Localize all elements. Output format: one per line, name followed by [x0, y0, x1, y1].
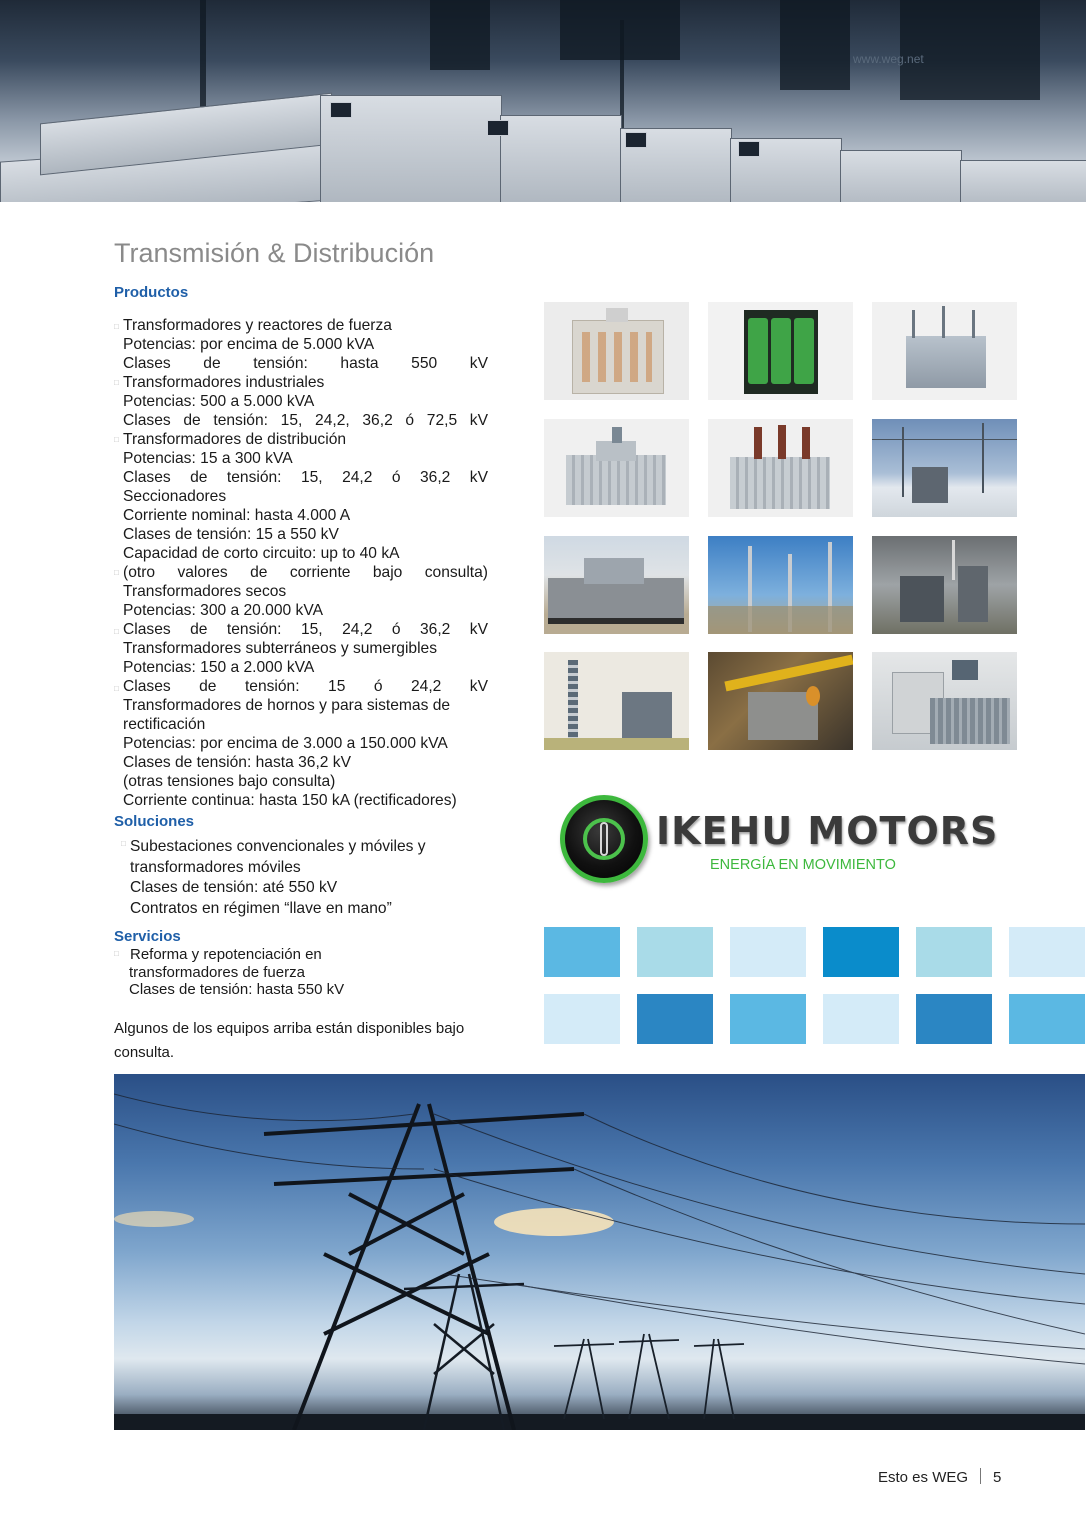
product-line: Potencias: 15 a 300 kVA	[123, 450, 293, 467]
product-line: Potencias: por encima de 5.000 kVA	[123, 336, 375, 353]
product-line: Transformadores de hornos y para sistemas de	[123, 697, 451, 714]
product-line: (otras tensiones bajo consulta)	[123, 773, 336, 790]
product-line: Corriente continua: hasta 150 kA (rectificadores)	[123, 792, 457, 809]
color-tile	[544, 927, 620, 977]
product-line: Clases de tensión: 15 a 550 kV	[123, 526, 339, 543]
product-line: Potencias: por encima de 3.000 a 150.000 kVA	[123, 735, 448, 752]
color-tile	[730, 927, 806, 977]
bullet-marker: □	[114, 568, 119, 577]
company-logo	[558, 795, 999, 887]
product-photo-mobile-substation	[544, 536, 689, 634]
product-photo-substation-equipment	[872, 536, 1017, 634]
product-line: Clases de tensión: 15, 24,2 ó 36,2 kV	[123, 621, 488, 638]
product-photo-dry-transformer	[708, 302, 853, 400]
product-line: Clases de tensión: 15, 24,2 ó 36,2 kV	[123, 469, 488, 486]
bullet-marker: □	[114, 322, 119, 331]
banner-url: www.weg.net	[853, 52, 924, 66]
service-line: transformadores de fuerza	[129, 963, 305, 981]
service-line: Reforma y repotenciación en	[130, 946, 322, 963]
product-line: Transformadores secos	[123, 583, 287, 600]
logo-emblem-icon	[560, 795, 648, 883]
color-tile	[544, 994, 620, 1044]
product-line: Potencias: 500 a 5.000 kVA	[123, 393, 315, 410]
services-list	[129, 946, 499, 999]
solution-line: transformadores móviles	[130, 858, 301, 876]
color-tile	[916, 927, 992, 977]
color-tile	[916, 994, 992, 1044]
product-photo-distribution-transformer	[544, 419, 689, 517]
bullet-marker: □	[114, 684, 119, 693]
product-line: Corriente nominal: hasta 4.000 A	[123, 507, 351, 524]
color-tile	[637, 994, 713, 1044]
product-line: Potencias: 300 a 20.000 kVA	[123, 602, 323, 619]
bullet-marker: □	[114, 627, 119, 636]
product-photo-substation-snow	[872, 419, 1017, 517]
footer-separator	[980, 1468, 981, 1484]
color-tile	[730, 994, 806, 1044]
product-photo-test-lab	[544, 652, 689, 750]
color-tile	[823, 927, 899, 977]
product-photo-distribution-transformer-2	[708, 419, 853, 517]
product-line: rectificación	[123, 716, 206, 733]
product-line: Transformadores y reactores de fuerza	[123, 317, 392, 334]
header-banner-image	[0, 0, 1086, 202]
service-line: Clases de tensión: hasta 550 kV	[129, 981, 345, 998]
product-line: Transformadores de distribución	[123, 431, 347, 448]
color-tile	[637, 927, 713, 977]
page-title: Transmisión & Distribución	[114, 238, 435, 268]
services-heading: Servicios	[114, 928, 181, 945]
bullet-marker: □	[121, 839, 126, 848]
bullet-marker: □	[114, 378, 119, 387]
products-heading: Productos	[114, 284, 189, 301]
product-line: Seccionadores	[123, 488, 227, 505]
solutions-heading: Soluciones	[114, 813, 195, 830]
bullet-marker: □	[114, 435, 119, 444]
product-photo-furnace-transformer	[872, 652, 1017, 750]
page-number: 5	[993, 1469, 1002, 1486]
product-line: Clases de tensión: 15 ó 24,2 kV	[123, 678, 488, 695]
product-line: Capacidad de corto circuito: up to 40 kA	[123, 545, 400, 562]
page-footer	[878, 1468, 1001, 1486]
availability-note: Algunos de los equipos arriba están disponibles bajo consulta.	[114, 1020, 465, 1061]
product-line: Clases de tensión: hasta 36,2 kV	[123, 754, 351, 771]
power-lines-photo	[114, 1074, 1085, 1430]
product-line: (otro valores de corriente bajo consulta)	[123, 564, 488, 581]
product-photo-substation-towers	[708, 536, 853, 634]
solutions-list	[130, 837, 500, 919]
logo-name: IKEHU MOTORS	[656, 809, 999, 853]
product-photo-transformer-maintenance	[708, 652, 853, 750]
color-tile	[1009, 994, 1085, 1044]
color-tile	[823, 994, 899, 1044]
product-line: Transformadores industriales	[123, 374, 325, 391]
solution-line: Contratos en régimen “llave en mano”	[130, 899, 392, 917]
products-list	[123, 316, 488, 810]
product-line: Clases de tensión: 15, 24,2, 36,2 ó 72,5 kV	[123, 412, 488, 429]
product-photo-industrial-transformer	[872, 302, 1017, 400]
logo-tagline: ENERGÍA EN MOVIMIENTO	[710, 857, 896, 873]
product-line: Potencias: 150 a 2.000 kVA	[123, 659, 315, 676]
solution-line: Clases de tensión: até 550 kV	[130, 879, 338, 896]
bullet-marker: □	[114, 949, 119, 958]
color-tile	[1009, 927, 1085, 977]
solution-line: Subestaciones convencionales y móviles y	[130, 838, 426, 855]
product-photo-power-transformer	[544, 302, 689, 400]
footer-text: Esto es WEG	[878, 1469, 969, 1486]
product-line: Clases de tensión: hasta 550 kV	[123, 355, 488, 372]
product-line: Transformadores subterráneos y sumergibles	[123, 640, 438, 657]
